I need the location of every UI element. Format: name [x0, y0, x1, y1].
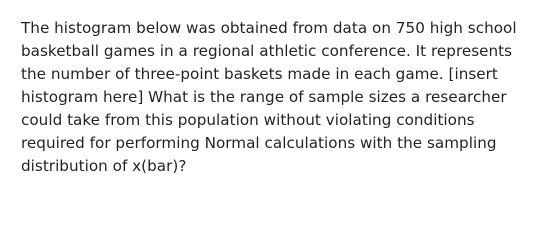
question-text: The histogram below was obtained from data on 750 high school basketball games in a regional athletic conference. It represents the number of three-point baskets made in each game. [insert histogram here] What is the range of sample sizes a researcher could take from this population without violating conditions required for performing Normal calculations with the sampling distribution of x(bar)?	[21, 19, 517, 175]
